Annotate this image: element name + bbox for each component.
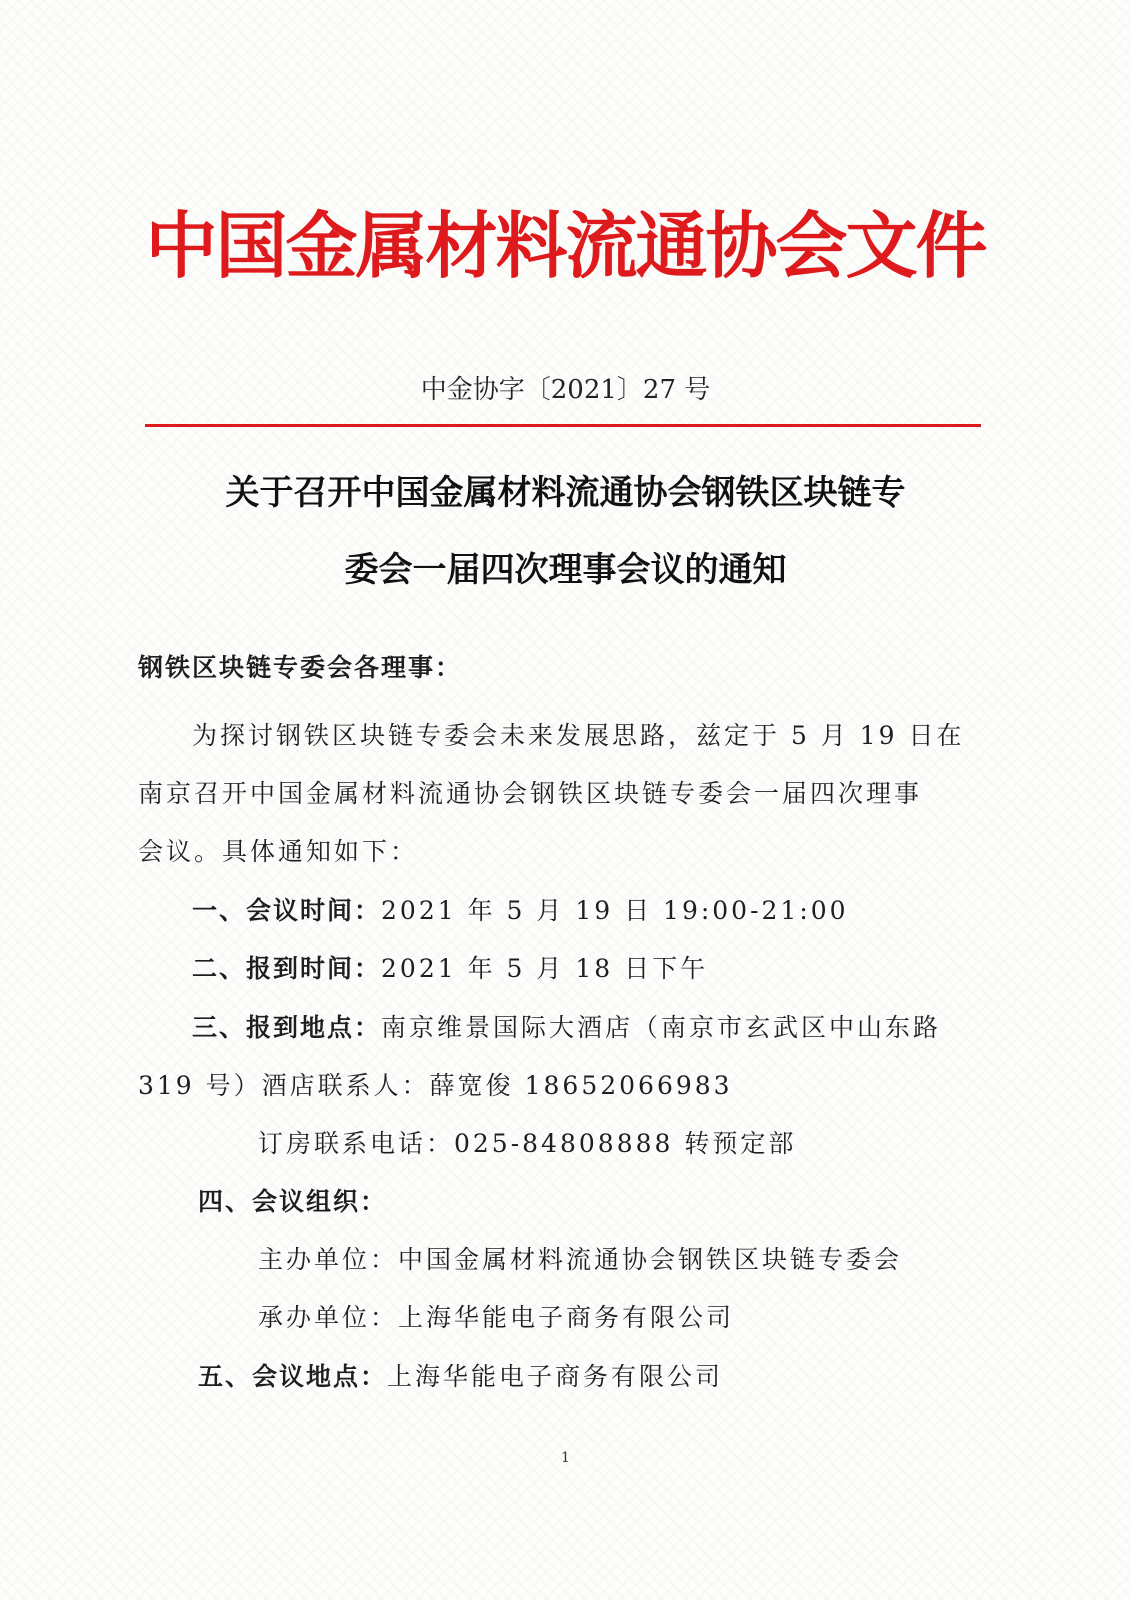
item-organization-label: 四、会议组织： (198, 1187, 388, 1216)
item-host-unit: 主办单位：中国金属材料流通协会钢铁区块链专委会 (258, 1245, 903, 1274)
item-booking-phone: 订房联系电话：025-84808888 转预定部 (258, 1129, 797, 1158)
item-checkin-time (192, 949, 708, 989)
item-checkin-time-label: 二、报到时间： (192, 954, 382, 983)
red-divider (145, 424, 981, 427)
item-checkin-place-value: 南京维景国际大酒店（南京市玄武区中山东路 (381, 1013, 942, 1042)
item-venue-value: 上海华能电子商务有限公司 (387, 1362, 724, 1391)
intro-line-1: 为探讨钢铁区块链专委会未来发展思路，兹定于 5 月 19 日在 (192, 721, 965, 750)
item-meeting-time-value: 2021 年 5 月 19 日 19:00-21:00 (381, 896, 849, 925)
item-checkin-time-value: 2021 年 5 月 18 日下午 (381, 954, 709, 983)
item-checkin-place-label: 三、报到地点： (192, 1013, 382, 1042)
item-meeting-time (192, 891, 849, 931)
masthead-title: 中国金属材料流通协会文件 (145, 204, 986, 288)
notice-title-line-2: 委会一届四次理事会议的通知 (344, 550, 787, 590)
item-organizer-unit: 承办单位：上海华能电子商务有限公司 (258, 1303, 735, 1332)
intro-line-2: 南京召开中国金属材料流通协会钢铁区块链专委会一届四次理事 (138, 779, 923, 808)
salutation: 钢铁区块链专委会各理事： (138, 653, 463, 682)
item-venue (198, 1357, 723, 1397)
item-venue-label: 五、会议地点： (198, 1362, 388, 1391)
document-number: 中金协字〔2021〕27 号 (420, 375, 711, 405)
item-checkin-place-contact: 319 号）酒店联系人：薛宽俊 18652066983 (138, 1071, 733, 1100)
item-checkin-place (192, 1008, 941, 1048)
intro-line-3: 会议。具体通知如下： (138, 837, 419, 866)
item-meeting-time-label: 一、会议时间： (192, 896, 382, 925)
page-number: 1 (561, 1450, 570, 1466)
notice-title-line-1: 关于召开中国金属材料流通协会钢铁区块链专 (225, 473, 906, 513)
